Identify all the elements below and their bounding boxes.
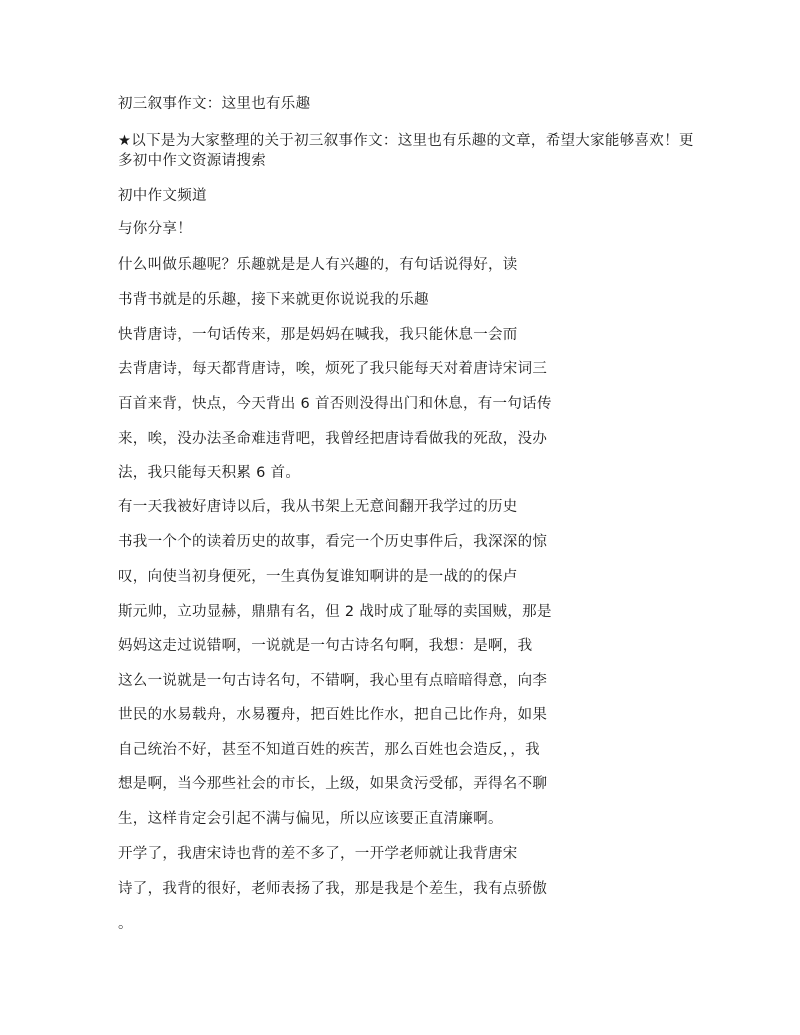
channel-label: 初中作文频道 bbox=[118, 188, 207, 204]
paragraph-line: 想是啊，当今那些社会的市长，上级，如果贪污受郁，弄得名不聊 bbox=[118, 776, 548, 792]
intro-text-line-2: 多初中作文资源请搜索 bbox=[118, 153, 266, 169]
paragraph-line: 开学了，我唐宋诗也背的差不多了，一开学老师就让我背唐宋 bbox=[118, 846, 518, 862]
paragraph-line: 百首来背，快点，今天背出 6 首否则没得出门和休息，有一句话传 bbox=[118, 396, 552, 412]
paragraph-line: 世民的水易载舟，水易覆舟，把百姓比作水，把自己比作舟，如果 bbox=[118, 707, 548, 723]
paragraph-line: 有一天我被好唐诗以后，我从书架上无意间翻开我学过的历史 bbox=[118, 499, 518, 515]
paragraph-line: 来，唉，没办法圣命难违背吧，我曾经把唐诗看做我的死敌，没办 bbox=[118, 431, 548, 447]
paragraph-line: 。 bbox=[118, 916, 133, 932]
paragraph-line: 妈妈这走过说错啊，一说就是一句古诗名句啊，我想：是啊，我 bbox=[118, 638, 533, 654]
paragraph-line: 什么叫做乐趣呢？乐趣就是是人有兴趣的，有句话说得好，读 bbox=[118, 257, 518, 273]
paragraph-line: 生，这样肯定会引起不满与偏见，所以应该要正直清廉啊。 bbox=[118, 811, 503, 827]
paragraph-line: 法，我只能每天积累 6 首。 bbox=[118, 465, 301, 481]
paragraph-line: 快背唐诗，一句话传来，那是妈妈在喊我，我只能休息一会而 bbox=[118, 327, 518, 343]
paragraph-line: 这么一说就是一句古诗名句，不错啊，我心里有点暗暗得意，向李 bbox=[118, 673, 548, 689]
document-title: 初三叙事作文：这里也有乐趣 bbox=[118, 96, 311, 112]
paragraph-line: 自己统治不好，甚至不知道百姓的疾苦，那么百姓也会造反，，我 bbox=[118, 742, 540, 758]
paragraph-line: 书我一个个的读着历史的故事，看完一个历史事件后，我深深的惊 bbox=[118, 534, 548, 550]
paragraph-line: 诗了，我背的很好，老师表扬了我，那是我是个差生，我有点骄傲 bbox=[118, 881, 548, 897]
share-text: 与你分享！ bbox=[118, 221, 192, 237]
paragraph-line: 叹，向使当初身便死，一生真伪复谁知啊讲的是一战的的保卢 bbox=[118, 569, 518, 585]
intro-text-line-1: ★以下是为大家整理的关于初三叙事作文：这里也有乐趣的文章，希望大家能够喜欢！更 bbox=[118, 133, 694, 149]
paragraph-line: 斯元帅，立功显赫，鼎鼎有名，但 2 战时成了耻辱的卖国贼，那是 bbox=[118, 604, 552, 620]
paragraph-line: 去背唐诗，每天都背唐诗，唉，烦死了我只能每天对着唐诗宋词三 bbox=[118, 361, 548, 377]
paragraph-line: 书背书就是的乐趣，接下来就更你说说我的乐趣 bbox=[118, 292, 429, 308]
